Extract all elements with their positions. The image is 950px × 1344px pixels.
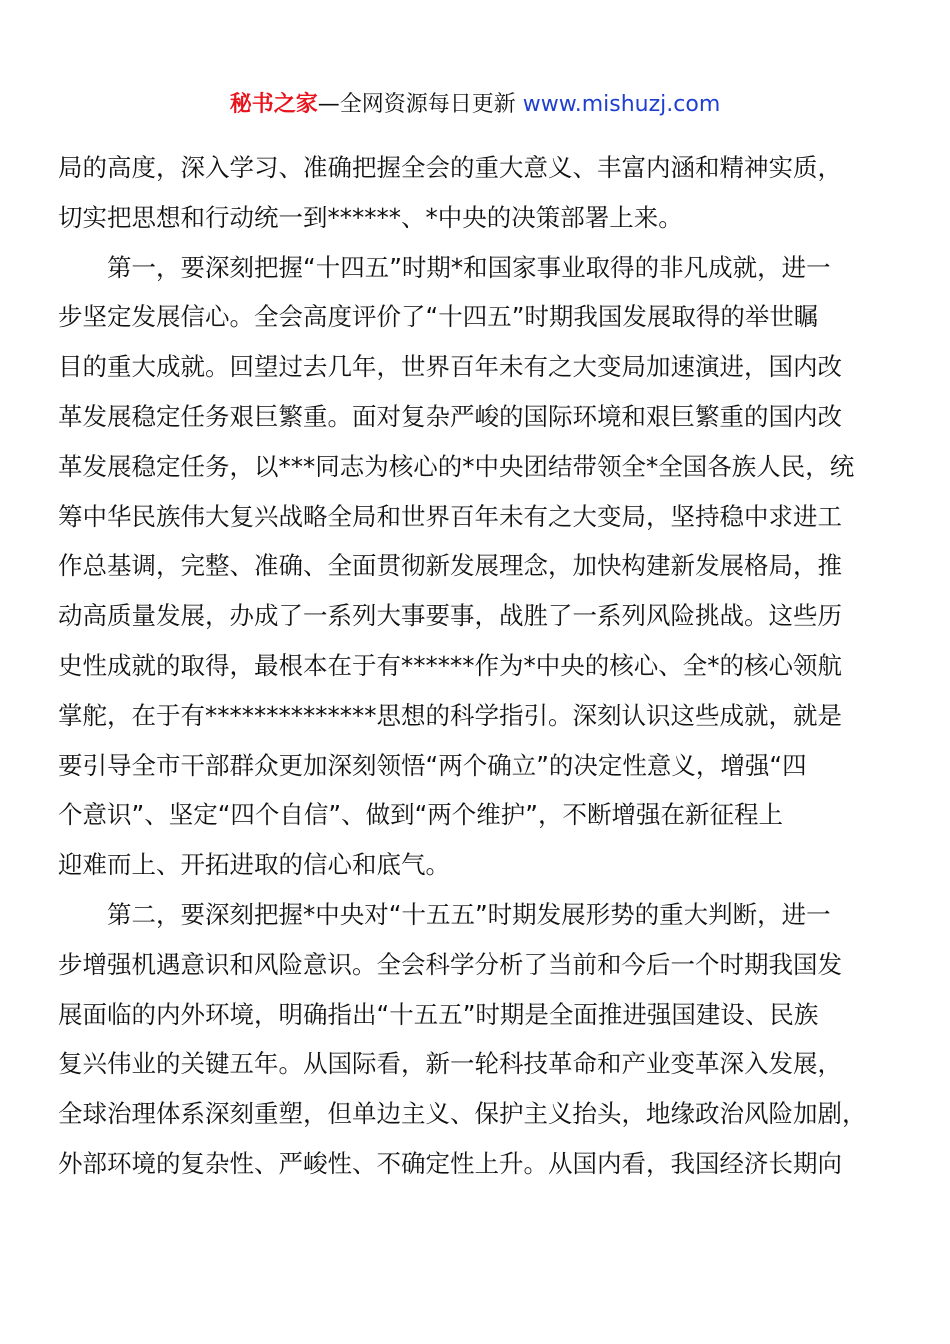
text-line: 史性成就的取得，最根本在于有******作为*中央的核心、全*的核心领航 [58,650,842,680]
text-line: 要引导全市干部群众更加深刻领悟“两个确立”的决定性意义，增强“四 [58,750,807,780]
text-line: 作总基调，完整、准确、全面贯彻新发展理念，加快构建新发展格局，推 [58,551,842,581]
text-line: 外部环境的复杂性、严峻性、不确定性上升。从国内看，我国经济长期向 [58,1148,842,1178]
text-line: 迎难而上、开拓进取的信心和底气。 [58,850,450,880]
text-line: 复兴伟业的关键五年。从国际看，新一轮科技革命和产业变革深入发展， [58,1049,842,1079]
text-line: 革发展稳定任务艰巨繁重。面对复杂严峻的国际环境和艰巨繁重的国内改 [58,401,842,431]
text-line: 全球治理体系深刻重塑，但单边主义、保护主义抬头，地缘政治风险加剧， [58,1099,867,1129]
site-url-link[interactable]: www.mishuzj.com [522,92,721,117]
text-line: 目的重大成就。回望过去几年，世界百年未有之大变局加速演进，国内改 [58,352,842,382]
header-tagline: —全网资源每日更新 [317,92,523,117]
text-line: 动高质量发展，办成了一系列大事要事，战胜了一系列风险挑战。这些历 [58,601,842,631]
text-line: 展面临的内外环境，明确指出“十五五”时期是全面推进强国建设、民族 [58,999,819,1029]
paragraph-first-line: 第二，要深刻把握*中央对“十五五”时期发展形势的重大判断，进一 [107,899,831,929]
text-line: 筹中华民族伟大复兴战略全局和世界百年未有之大变局，坚持稳中求进工 [58,501,842,531]
text-line: 革发展稳定任务，以***同志为核心的*中央团结带领全*全国各族人民，统 [58,451,855,481]
text-line: 切实把思想和行动统一到******、*中央的决策部署上来。 [58,202,683,232]
site-header [0,88,950,122]
text-line: 步坚定发展信心。全会高度评价了“十四五”时期我国发展取得的举世瞩 [58,302,819,332]
brand-name: 秘书之家 [229,92,318,117]
document-body [58,143,893,1189]
paragraph-first-line: 第一，要深刻把握“十四五”时期*和国家事业取得的非凡成就，进一 [107,252,831,282]
text-line: 个意识”、坚定“四个自信”、做到“两个维护”，不断增强在新征程上 [58,800,783,830]
text-line: 步增强机遇意识和风险意识。全会科学分析了当前和今后一个时期我国发 [58,949,842,979]
text-line: 局的高度，深入学习、准确把握全会的重大意义、丰富内涵和精神实质， [58,153,842,182]
text-line: 掌舵，在于有**************思想的科学指引。深刻认识这些成就，就是 [58,700,842,730]
